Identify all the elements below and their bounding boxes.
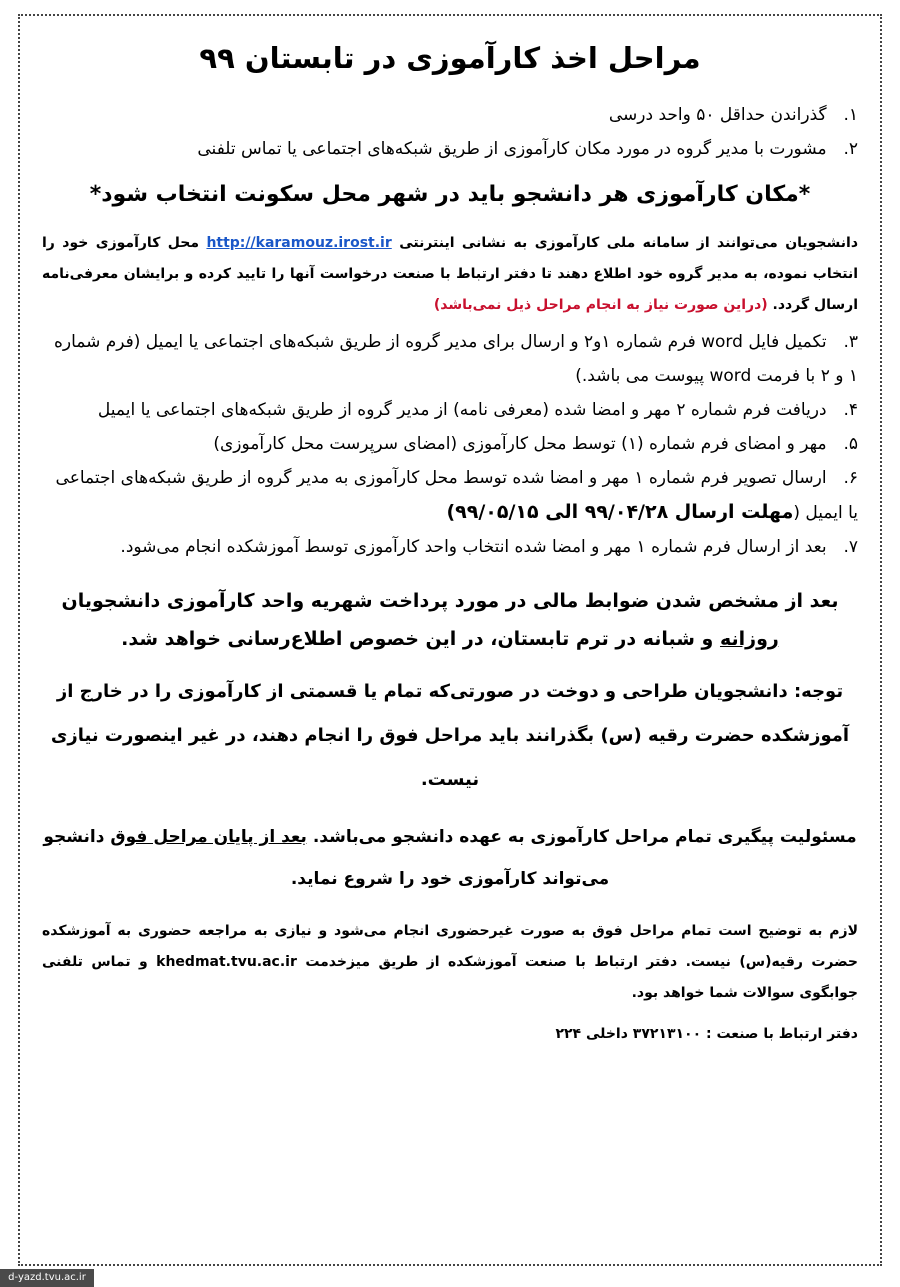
- step-5: ۵. مهر و امضای فرم شماره (۱) توسط محل کارآموزی (امضای سرپرست محل کارآموزی): [213, 434, 858, 454]
- design-students-note: توجه: دانشجویان طراحی و دوخت در صورتی‌که تمام یا قسمتی از کارآموزی را در خارج از آموزشکده حضرت رقیه (س) بگذرانند باید مراحل فوق را انجام دهند، در غیر اینصورت نیازی نیست.: [50, 681, 850, 790]
- deadline: مهلت ارسال ۹۹/۰۴/۲۸ الی ۹۹/۰۵/۱۵): [446, 501, 794, 523]
- step-2: ۲. مشورت با مدیر گروه در مورد مکان کارآموزی از طریق شبکه‌های اجتماعی یا تماس تلفنی: [197, 139, 858, 159]
- document-body: [42, 30, 858, 1049]
- finance-notice: بعد از مشخص شدن ضوابط مالی در مورد پرداخت شهریه واحد کارآموزی دانشجویان روزانه و شبانه در ترم تابستان، در این خصوص اطلاع‌رسانی خواهد شد.: [61, 590, 839, 650]
- location-notice: *مکان کارآموزی هر دانشجو باید در شهر محل سکونت انتخاب شود*: [89, 182, 811, 207]
- explanation-paragraph: لازم به توضیح است تمام مراحل فوق به صورت غیرحضوری انجام می‌شود و نیازی به مراجعه حضوری به آموزشکده حضرت رقیه(س) نیست. دفتر ارتباط با صنعت آموزشکده از طریق میزخدمت khedmat.tvu.ac.ir و تماس تلفنی جوابگوی سوالات شما خواهد بود.: [42, 923, 859, 1001]
- responsibility-notice: مسئولیت پیگیری تمام مراحل کارآموزی به عهده دانشجو می‌باشد. بعد از پایان مراحل فوق دانشجو می‌تواند کارآموزی خود را شروع نماید.: [43, 827, 857, 889]
- national-system-paragraph: دانشجویان می‌توانند از سامانه ملی کارآموزی به نشانی اینترنتی http://karamouz.irost.ir محل کارآموزی خود را انتخاب نموده، به مدیر گروه خود اطلاع دهند تا دفتر ارتباط با صنعت درخواست آنها را تایید کرده و برایشان معرفی‌نامه ارسال گردد. (دراین صورت نیاز به انجام مراحل ذیل نمی‌باشد): [42, 235, 859, 313]
- red-note: (دراین صورت نیاز به انجام مراحل ذیل نمی‌باشد): [433, 297, 768, 313]
- step-1: ۱. گذراندن حداقل ۵۰ واحد درسی: [608, 105, 858, 125]
- step-3: ۳. تکمیل فایل word فرم شماره ۱و۲ و ارسال برای مدیر گروه از طریق شبکه‌های اجتماعی یا ایمیل (فرم شماره ۱ و ۲ با فرمت word پیوست می باشد.): [53, 332, 858, 386]
- contact-phone: دفتر ارتباط با صنعت : ۳۷۲۱۳۱۰۰ داخلی ۲۲۴: [555, 1026, 858, 1042]
- khedmat-site[interactable]: khedmat.tvu.ac.ir: [156, 954, 297, 970]
- site-watermark: d-yazd.tvu.ac.ir: [0, 1269, 94, 1287]
- page-title: مراحل اخذ کارآموزی در تابستان ۹۹: [199, 41, 701, 75]
- step-7: ۷. بعد از ارسال فرم شماره ۱ مهر و امضا شده انتخاب واحد کارآموزی توسط آموزشکده انجام می‌شود.: [120, 537, 858, 557]
- step-6: ۶. ارسال تصویر فرم شماره ۱ مهر و امضا شده توسط محل کارآموزی به مدیر گروه از طریق شبکه‌های اجتماعی یا ایمیل (مهلت ارسال ۹۹/۰۴/۲۸ الی ۹۹/۰۵/۱۵): [55, 468, 858, 523]
- step-4: ۴. دریافت فرم شماره ۲ مهر و امضا شده (معرفی نامه) از مدیر گروه از طریق شبکه‌های اجتماعی یا ایمیل: [97, 400, 858, 420]
- karamouz-link[interactable]: http://karamouz.irost.ir: [206, 235, 392, 251]
